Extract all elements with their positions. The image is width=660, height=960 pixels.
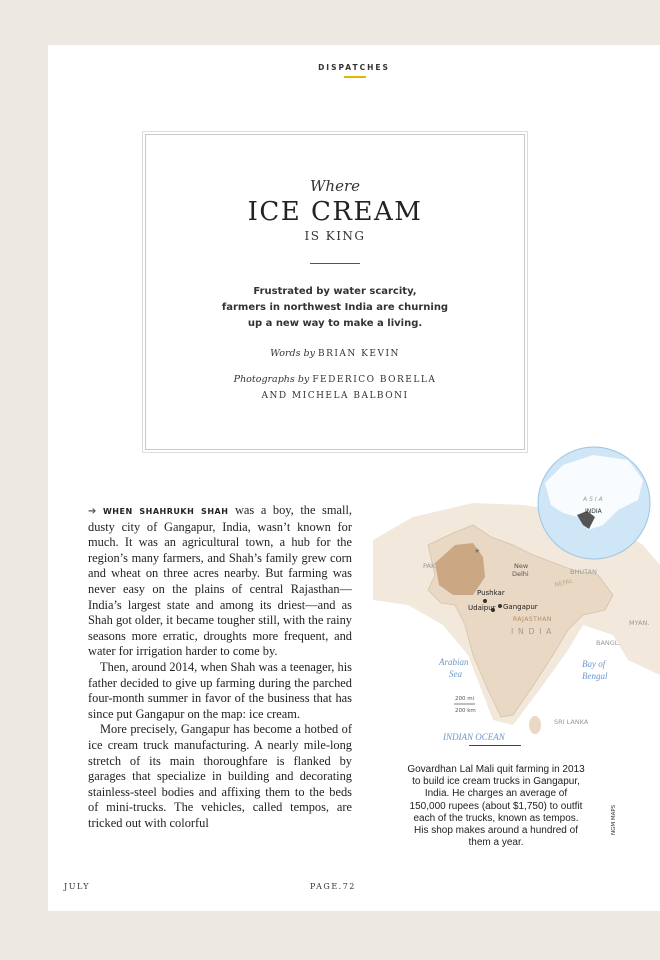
title-box [145,134,525,450]
photographer-name-2: AND MICHELA BALBONI [261,391,409,401]
sri-lanka-land [529,716,541,734]
deck-line: Frustrated by water scarcity, [253,286,417,297]
arrow-icon: ➔ [88,506,97,517]
words-label: Words by [270,348,315,359]
map-label-pushkar: Pushkar [477,589,505,597]
title-sub: IS KING [304,229,366,243]
map-label-myan: MYAN. [629,619,650,627]
map-label-sri-lanka: SRI LANKA [554,718,589,726]
article-paragraph: Then, around 2014, when Shah was a teenager, his father decided to give up farming during the parched four-month summer in favor of the business that has since put Gangapur on the map: ice cream. [88,659,352,721]
map-label-nepal: NEPAL [553,577,574,589]
article-paragraph: More precisely, Gangapur has become a hotbed of ice cream truck manufacturing. A nearly mile-long stretch of its main thoroughfare is flanked by garages that specialize in building and decorating stainless-steel bodies and affixing them to the beds of mini-trucks. The vehicles, called tempos, are tricked out with colorful [88,722,352,830]
kicker-accent-rule [344,76,366,78]
author-name: BRIAN KEVIN [317,349,400,359]
scale-mi: 200 mi [455,696,475,702]
photo-caption: Govardhan Lal Mali quit farming in 2013 to build ice cream trucks in Gangapur, India. He charges an average of 150,000 rupees (about $1,750) to outfit each of the trucks, known as tempos. His shop makes around a hundred of them a year. [407,764,585,849]
map-label-rajasthan: RAJASTHAN [513,616,552,623]
photo-credit [146,372,524,404]
deck [146,284,524,332]
map-label-udaipur: Udaipur [468,604,496,612]
pushkar-dot [483,599,487,603]
map-label-bay-of: Bay of [582,659,606,669]
map-label-sea: Sea [449,669,462,679]
map-label-arabian: Arabian [439,657,469,667]
map-graphic [373,425,660,755]
globe-region-label: ASIA [583,496,605,503]
map-label-gangapur: Gangapur [503,603,538,611]
lead-words: WHEN SHAHRUKH SHAH [102,507,229,516]
deck-line: up a new way to make a living. [247,318,423,329]
locator-map [373,425,660,755]
footer-month: JULY [64,882,91,891]
map-label-pak: PAK. [423,562,438,570]
title-divider [310,263,360,264]
map-label-new: New [514,562,529,570]
photos-label: Photographs by [233,374,310,385]
byline [146,346,524,362]
map-credit: NGM MAPS [611,804,617,835]
deck-line: farmers in northwest India are churning [221,302,449,313]
title-where: Where [309,177,360,195]
article-paragraph [88,503,352,660]
map-label-bhutan: BHUTAN [570,568,597,576]
map-label-indian-ocean: INDIAN OCEAN [443,732,505,742]
section-kicker: DISPATCHES [318,63,390,72]
footer-page-number: PAGE.72 [310,882,356,891]
map-label-bangl: BANGL. [596,639,621,647]
article-body [88,503,352,831]
map-label-delhi: Delhi [512,570,529,578]
map-label-bengal: Bengal [582,671,608,681]
map-label-india: I N D I A [511,627,553,636]
star-icon: ★ [474,547,481,555]
caption-divider [469,745,521,746]
gangapur-dot [498,604,502,608]
title-main: ICE CREAM [247,197,423,227]
paragraph-text: was a boy, the small, dusty city of Gangapur, India, wasn’t known for much. It was an agricultural town, a hub for the region’s many farmers, and Shah’s family grew corn and wheat on three acres nearby. But farming was never easy on the plains of central Rajasthan—India’s largest state and among its driest—and as Shah got older, it became tougher still, with the rainy seasons more erratic, droughts more frequent, and water for irrigation harder to come by. [88,503,352,659]
globe-country-label: INDIA [585,508,602,515]
scale-km: 200 km [455,708,476,714]
magazine-page [48,45,660,911]
photographer-name: FEDERICO BORELLA [312,375,437,385]
